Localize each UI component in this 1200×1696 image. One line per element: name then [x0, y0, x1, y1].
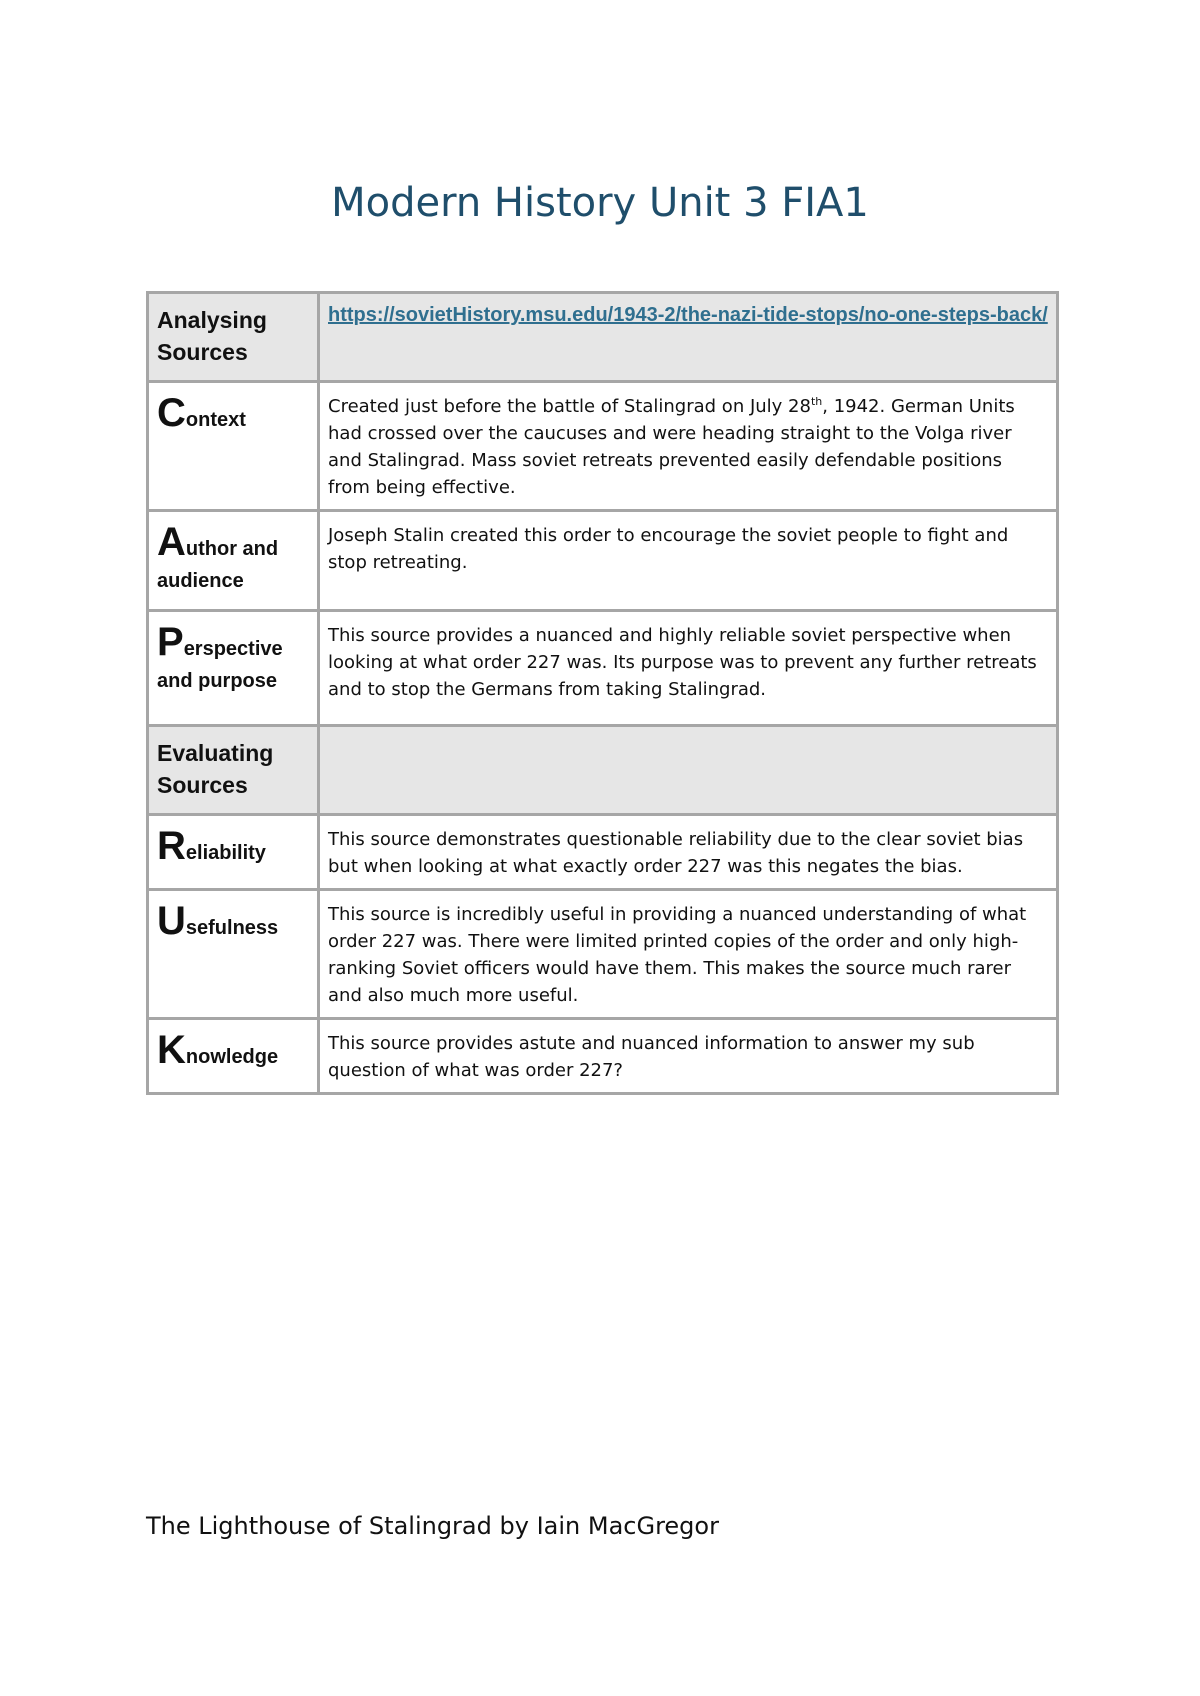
author-row — [148, 511, 1058, 611]
source-link-cell — [319, 293, 1058, 382]
author-text — [319, 511, 1058, 611]
perspective-text-body: This source provides a nuanced and highly reliable soviet perspective when looking at what order 227 was. Its purpose was to prevent any further retreats and to stop the Germans from taking Stalingrad. — [328, 625, 1037, 700]
page-title: Modern History Unit 3 FIA1 — [331, 180, 869, 226]
evaluating-sources-row — [148, 726, 1058, 815]
author-label — [148, 511, 319, 611]
analysing-sources-row — [148, 293, 1058, 382]
source-analysis-table — [146, 291, 1059, 1095]
reliability-label-rest: eliability — [185, 842, 266, 864]
evaluating-sources-label: Evaluating Sources — [148, 726, 319, 815]
footer-reference: The Lighthouse of Stalingrad by Iain MacGregor — [146, 1512, 719, 1540]
knowledge-text-body: This source provides astute and nuanced information to answer my sub question of what was order 227? — [328, 1033, 975, 1081]
context-label — [148, 382, 319, 511]
author-initial: A — [157, 520, 186, 564]
reliability-text — [319, 815, 1058, 890]
reliability-label — [148, 815, 319, 890]
knowledge-row — [148, 1019, 1058, 1094]
knowledge-initial: K — [157, 1028, 186, 1072]
context-text-rest: , 1942. German Units had crossed over the caucuses and were heading straight to the Volga river and Stalingrad. Mass soviet retreats prevented easily defendable positions from being effective. — [328, 396, 1015, 498]
usefulness-text — [319, 890, 1058, 1019]
context-text — [319, 382, 1058, 511]
reliability-row — [148, 815, 1058, 890]
knowledge-label-rest: nowledge — [185, 1046, 279, 1068]
reliability-text-body: This source demonstrates questionable reliability due to the clear soviet bias but when looking at what exactly order 227 was this negates the bias. — [328, 829, 1024, 877]
author-text-body: Joseph Stalin created this order to encourage the soviet people to fight and stop retreating. — [328, 525, 1009, 573]
source-link[interactable]: https://sovietHistory.msu.edu/1943-2/the-nazi-tide-stops/no-one-steps-back/ — [328, 304, 1048, 326]
perspective-text — [319, 611, 1058, 726]
context-text-sup: th — [810, 395, 823, 408]
perspective-row — [148, 611, 1058, 726]
perspective-label-rest: erspective and purpose — [157, 638, 283, 692]
author-label-rest: uthor and audience — [157, 538, 279, 592]
analysing-sources-label: Analysing Sources — [148, 293, 319, 382]
knowledge-text — [319, 1019, 1058, 1094]
context-label-rest: ontext — [185, 409, 246, 431]
usefulness-text-body: This source is incredibly useful in providing a nuanced understanding of what order 227 was. There were limited printed copies of the order and only high-ranking Soviet officers would have them. This makes the source much rarer and also much more useful. — [328, 904, 1027, 1006]
knowledge-label — [148, 1019, 319, 1094]
context-row — [148, 382, 1058, 511]
usefulness-label-rest: sefulness — [185, 917, 279, 939]
usefulness-initial: U — [157, 899, 186, 943]
context-initial: C — [157, 391, 186, 435]
usefulness-label — [148, 890, 319, 1019]
perspective-initial: P — [157, 620, 184, 664]
usefulness-row — [148, 890, 1058, 1019]
perspective-label — [148, 611, 319, 726]
reliability-initial: R — [157, 824, 186, 868]
evaluating-empty-cell — [319, 726, 1058, 815]
context-text-main: Created just before the battle of Stalingrad on July 28 — [328, 396, 811, 417]
